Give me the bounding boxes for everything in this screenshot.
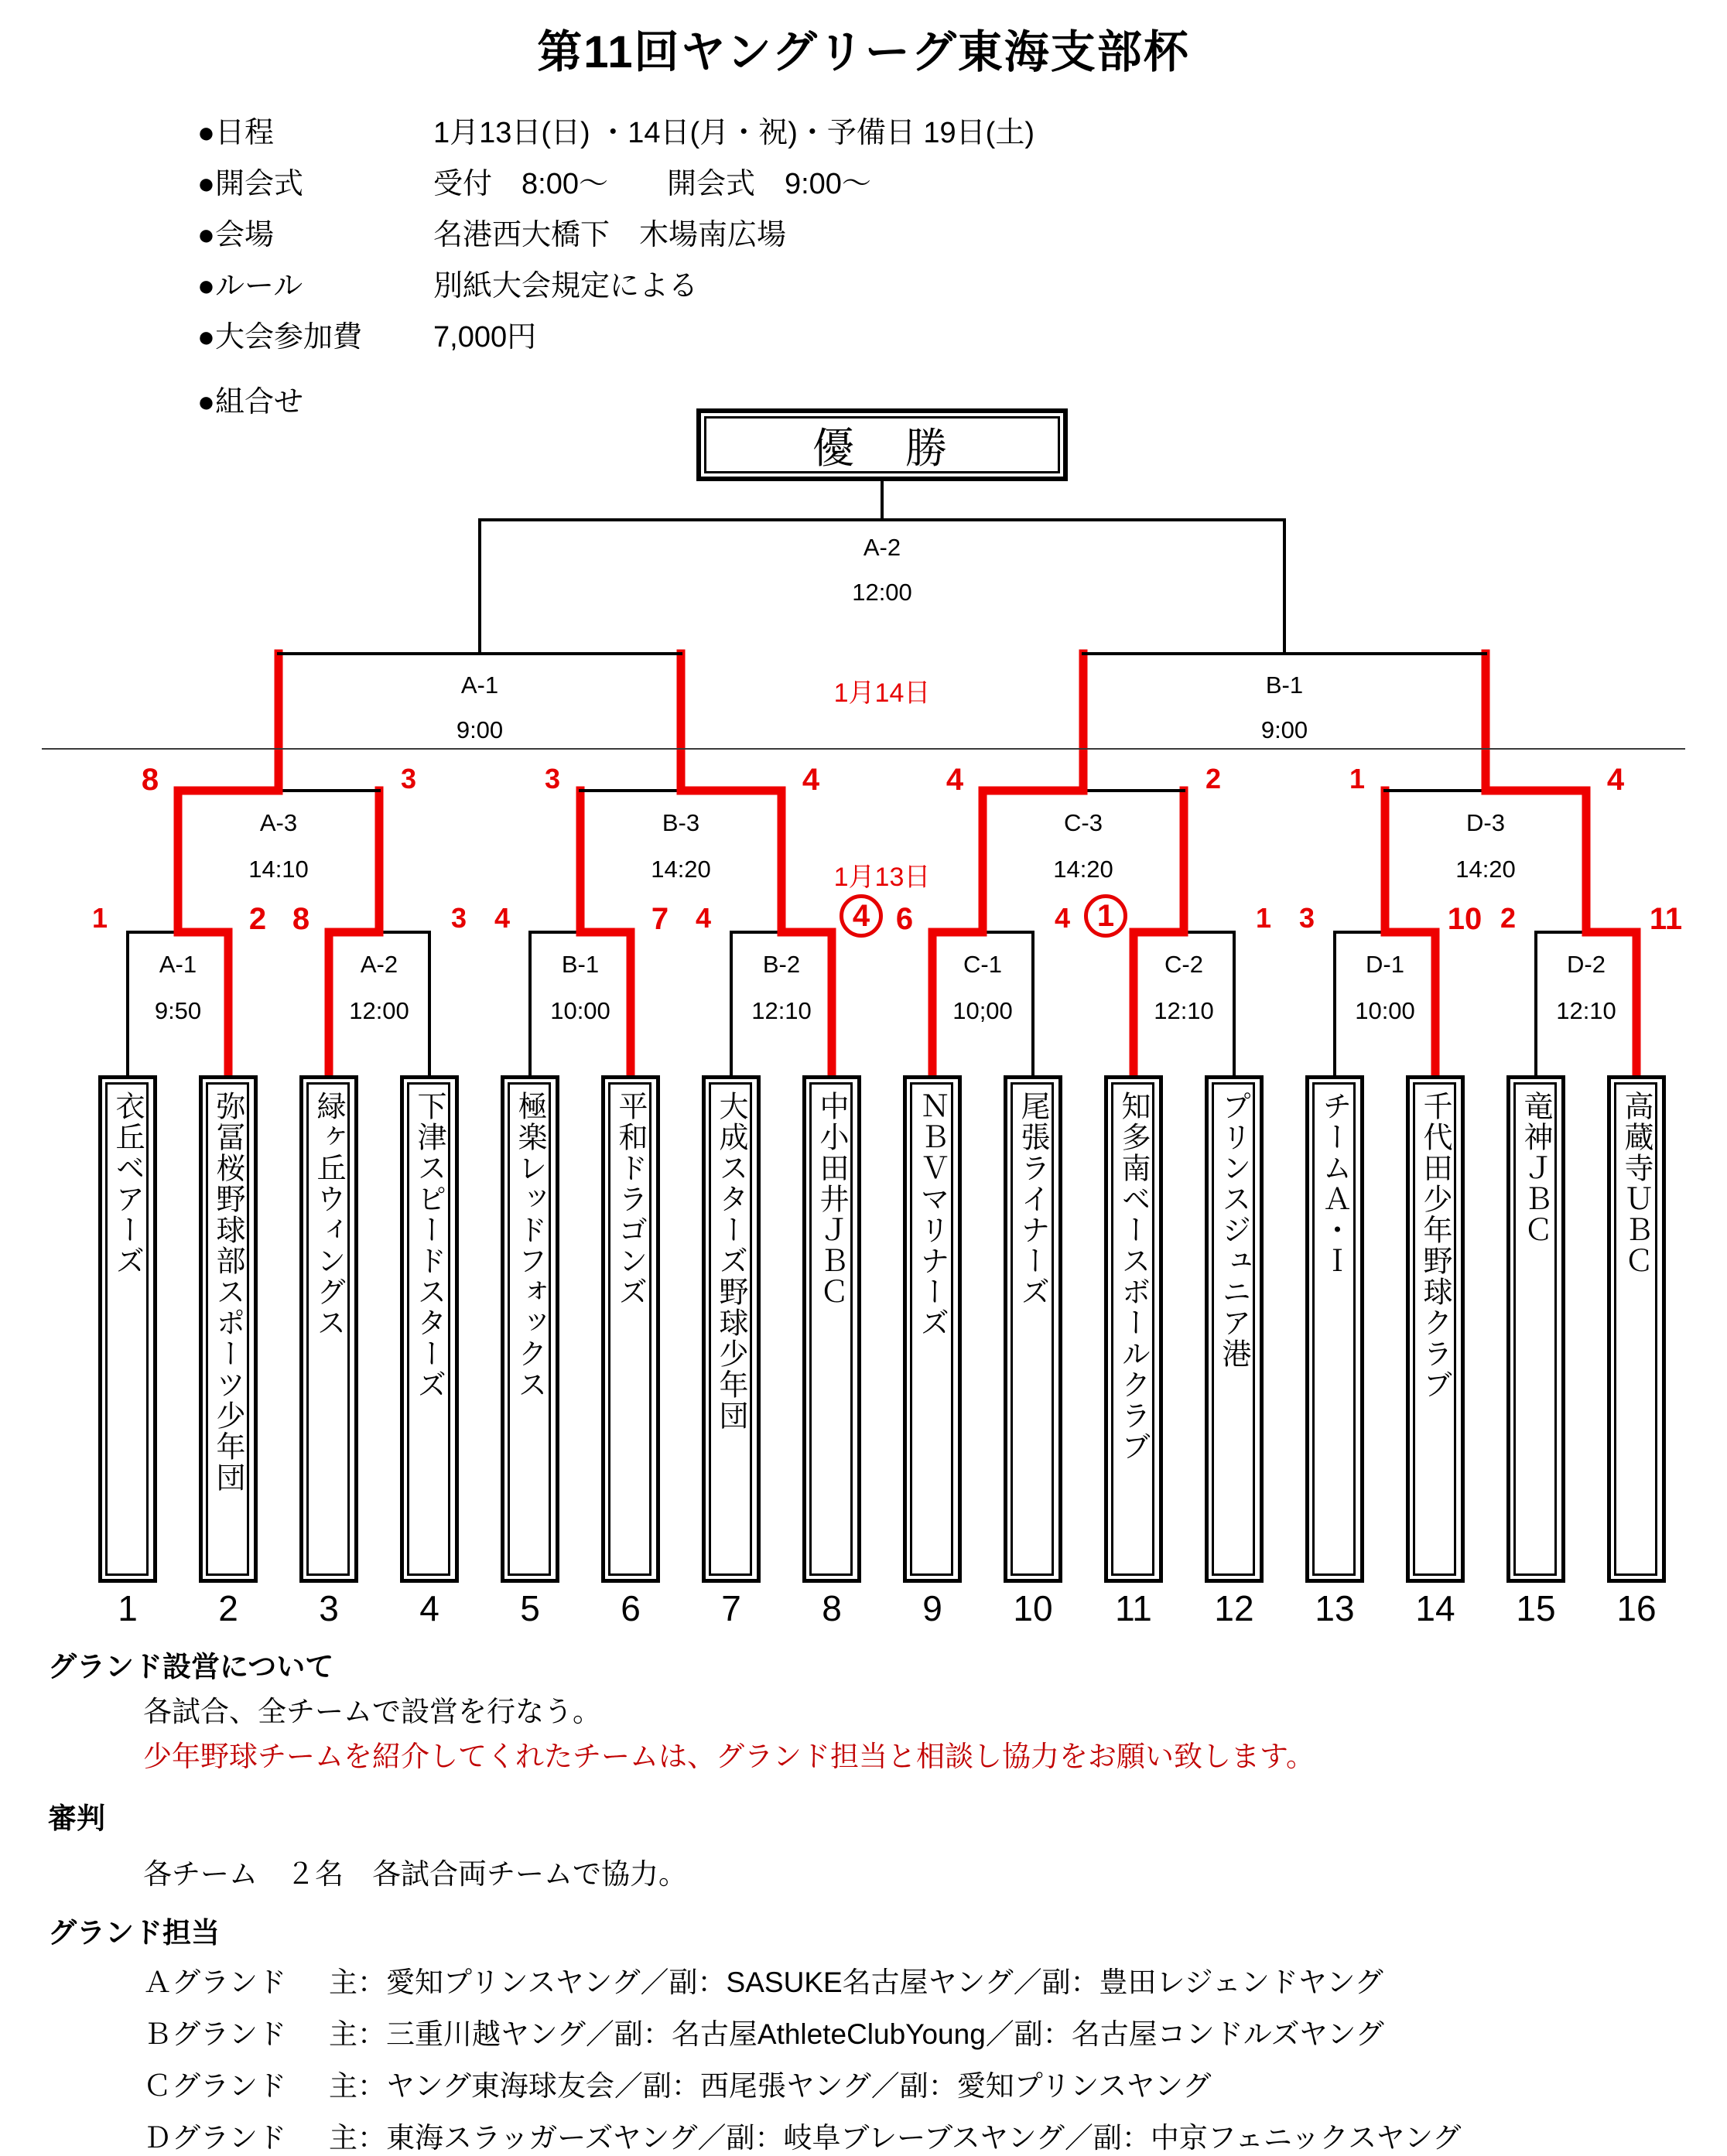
score: 3 (1298, 902, 1315, 934)
score: 4 (946, 763, 964, 797)
team-number: 16 (1616, 1588, 1657, 1628)
match-time: 14:10 (248, 856, 309, 883)
team-number: 12 (1214, 1588, 1254, 1628)
winner-path (329, 791, 379, 1078)
score: 10 (1447, 902, 1482, 936)
match-time: 10;00 (952, 997, 1013, 1024)
team-box (1506, 1075, 1565, 1583)
team-name: ＮＢＶマリナーズ (910, 1082, 953, 1576)
match-time: 14:20 (1053, 856, 1113, 883)
match-time: 12:00 (349, 997, 409, 1024)
score-circled: 1 (1084, 894, 1127, 938)
score: 4 (494, 902, 511, 934)
umpire-line: 各チーム ２名 各試合両チームで協力。 (143, 1858, 687, 1890)
match-id: B-1 (1265, 671, 1304, 699)
match-id: A-3 (259, 809, 298, 836)
match-id: D-1 (1366, 951, 1404, 978)
match-time: 12:00 (852, 579, 912, 606)
score: 8 (141, 763, 159, 797)
team-number: 7 (721, 1588, 741, 1628)
match-time: 12:10 (1556, 997, 1616, 1024)
match-id: C-3 (1064, 809, 1103, 836)
team-box (1406, 1075, 1465, 1583)
team-name: 下津スピードスターズ (407, 1082, 450, 1576)
score: 7 (651, 902, 669, 936)
score: 2 (1205, 763, 1222, 794)
bullet-label: ●日程 (197, 117, 274, 149)
winner-path (781, 791, 832, 1078)
setup-note-red: 少年野球チームを紹介してくれたチームは、グランド担当と相談し協力をお願い致します。 (143, 1741, 1315, 1772)
team-name: プリンスジュニア港 (1212, 1082, 1255, 1576)
team-number: 13 (1315, 1588, 1355, 1628)
match-time: 10:00 (1355, 997, 1415, 1024)
ground-row-detail: 主：東海スラッガーズヤング／副：岐阜ブレーブスヤング／副：中京フェニックスヤング (329, 2122, 1462, 2154)
team-box (601, 1075, 660, 1583)
bullet-value: 1月13日(日) ・14日(月・祝)・予備日 19日(土) (433, 117, 1034, 149)
match-time: 12:10 (751, 997, 812, 1024)
match-id: D-3 (1466, 809, 1505, 836)
bullet-value: 別紙大会規定による (433, 270, 699, 302)
team-number: 8 (822, 1588, 842, 1628)
team-name: 衣丘ベアーズ (105, 1082, 149, 1576)
team-box (1104, 1075, 1163, 1583)
team-name: 弥冨桜野球部スポーツ少年団 (206, 1082, 249, 1576)
winner-path (580, 791, 631, 1078)
score: 4 (1606, 763, 1625, 797)
match-id: A-2 (360, 951, 398, 978)
team-number: 4 (419, 1588, 439, 1628)
section-heading-grounds: グランド担当 (48, 1917, 220, 1949)
match-time: 12:10 (1154, 997, 1214, 1024)
winner-path (932, 791, 983, 1078)
date-day1: 1月13日 (833, 863, 931, 892)
ground-row-detail: 主：三重川越ヤング／副：名古屋AthleteClubYoung／副：名古屋コンドルズヤング (329, 2018, 1384, 2050)
match-id: B-1 (561, 951, 600, 978)
match-time: 14:20 (651, 856, 711, 883)
team-name: 中小田井ＪＢＣ (809, 1082, 853, 1576)
score: 3 (400, 763, 417, 794)
score: 8 (292, 902, 310, 936)
score: 6 (895, 902, 914, 936)
team-number: 3 (319, 1588, 339, 1628)
match-time: 10:00 (550, 997, 610, 1024)
team-name: 竜神ＪＢＣ (1513, 1082, 1557, 1576)
bullet-label: ●開会式 (197, 168, 303, 200)
team-name: 極楽レッドフォックス (508, 1082, 551, 1576)
team-number: 2 (218, 1588, 238, 1628)
team-number: 1 (118, 1588, 138, 1628)
score: 4 (1054, 902, 1071, 934)
team-name: 千代田少年野球クラブ (1413, 1082, 1456, 1576)
winner-path (1586, 791, 1636, 1078)
match-id: A-1 (460, 671, 499, 699)
team-number: 14 (1415, 1588, 1455, 1628)
ground-row-detail: 主：ヤング東海球友会／副：西尾張ヤング／副：愛知プリンスヤング (329, 2070, 1212, 2102)
score: 1 (1255, 902, 1272, 934)
ground-row-label: Ｄグランド (143, 2122, 286, 2154)
bullet-label: ●ルール (197, 270, 303, 302)
score-circled: 4 (840, 894, 883, 938)
date-day2: 1月14日 (833, 678, 931, 708)
ground-row-label: Ｃグランド (143, 2070, 286, 2102)
team-box (1205, 1075, 1264, 1583)
team-box (1305, 1075, 1364, 1583)
score: 1 (1349, 763, 1366, 794)
team-box (1607, 1075, 1666, 1583)
bullet-value: 受付 8:00～ 開会式 9:00～ (433, 168, 871, 200)
score: 3 (450, 902, 467, 934)
team-number: 6 (621, 1588, 641, 1628)
bullet-label: ●会場 (197, 219, 274, 251)
team-name: 平和ドラゴンズ (608, 1082, 651, 1576)
bullet-label: ●大会参加費 (197, 321, 362, 354)
team-box (98, 1075, 157, 1583)
score: 3 (544, 763, 561, 794)
match-id: D-2 (1567, 951, 1606, 978)
section-heading-umpire: 審判 (48, 1802, 105, 1834)
match-id: C-1 (963, 951, 1002, 978)
winner-path (983, 654, 1083, 791)
winner-path (178, 654, 279, 791)
winner-path (1134, 791, 1184, 1078)
team-number: 11 (1115, 1588, 1152, 1628)
match-time: 9:00 (1260, 716, 1308, 743)
team-box (1004, 1075, 1062, 1583)
match-id: A-1 (159, 951, 197, 978)
ground-row-label: Ｂグランド (143, 2018, 286, 2050)
winner-path (178, 791, 228, 1078)
team-box (802, 1075, 861, 1583)
match-id: C-2 (1164, 951, 1203, 978)
match-time: 9:50 (154, 997, 202, 1024)
ground-row-label: Ａグランド (143, 1966, 286, 1998)
kumiawase-label: ●組合せ (197, 386, 303, 419)
team-box (400, 1075, 459, 1583)
winner-path (681, 654, 781, 791)
team-box (702, 1075, 761, 1583)
score: 1 (91, 902, 108, 934)
team-box (903, 1075, 962, 1583)
match-id: B-2 (762, 951, 801, 978)
team-number: 10 (1013, 1588, 1053, 1628)
section-heading-setup: グランド設営について (48, 1651, 334, 1683)
team-name: チームＡ・Ｉ (1312, 1082, 1356, 1576)
ground-row-detail: 主：愛知プリンスヤング／副：SASUKE名古屋ヤング／副：豊田レジェンドヤング (329, 1966, 1383, 1998)
setup-line: 各試合、全チームで設営を行なう。 (143, 1696, 601, 1727)
winner-path (1385, 791, 1435, 1078)
team-number: 9 (922, 1588, 942, 1628)
team-box (299, 1075, 358, 1583)
team-number: 15 (1516, 1588, 1556, 1628)
match-id: A-2 (863, 534, 901, 561)
team-number: 5 (520, 1588, 540, 1628)
page-title: 第11回ヤングリーグ東海支部杯 (537, 27, 1190, 77)
score: 11 (1649, 902, 1683, 936)
team-name: 大成スターズ野球少年団 (709, 1082, 752, 1576)
team-name: 高蔵寺ＵＢＣ (1614, 1082, 1657, 1576)
team-box (199, 1075, 258, 1583)
team-name: 緑ヶ丘ウィングス (306, 1082, 350, 1576)
team-name: 尾張ライナーズ (1011, 1082, 1054, 1576)
bullet-value: 7,000円 (433, 321, 537, 354)
team-name: 知多南ベースボールクラブ (1111, 1082, 1154, 1576)
champion-box (696, 408, 1068, 481)
score: 2 (1500, 902, 1517, 934)
match-id: B-3 (662, 809, 700, 836)
team-box (501, 1075, 559, 1583)
match-time: 14:20 (1455, 856, 1516, 883)
score: 4 (695, 902, 712, 934)
match-time: 9:00 (456, 716, 504, 743)
bullet-value: 名港西大橋下 木場南広場 (433, 219, 787, 251)
champion-label: 優 勝 (704, 416, 1060, 473)
score: 4 (802, 763, 820, 797)
winner-path (1486, 654, 1586, 791)
score: 2 (248, 902, 267, 936)
